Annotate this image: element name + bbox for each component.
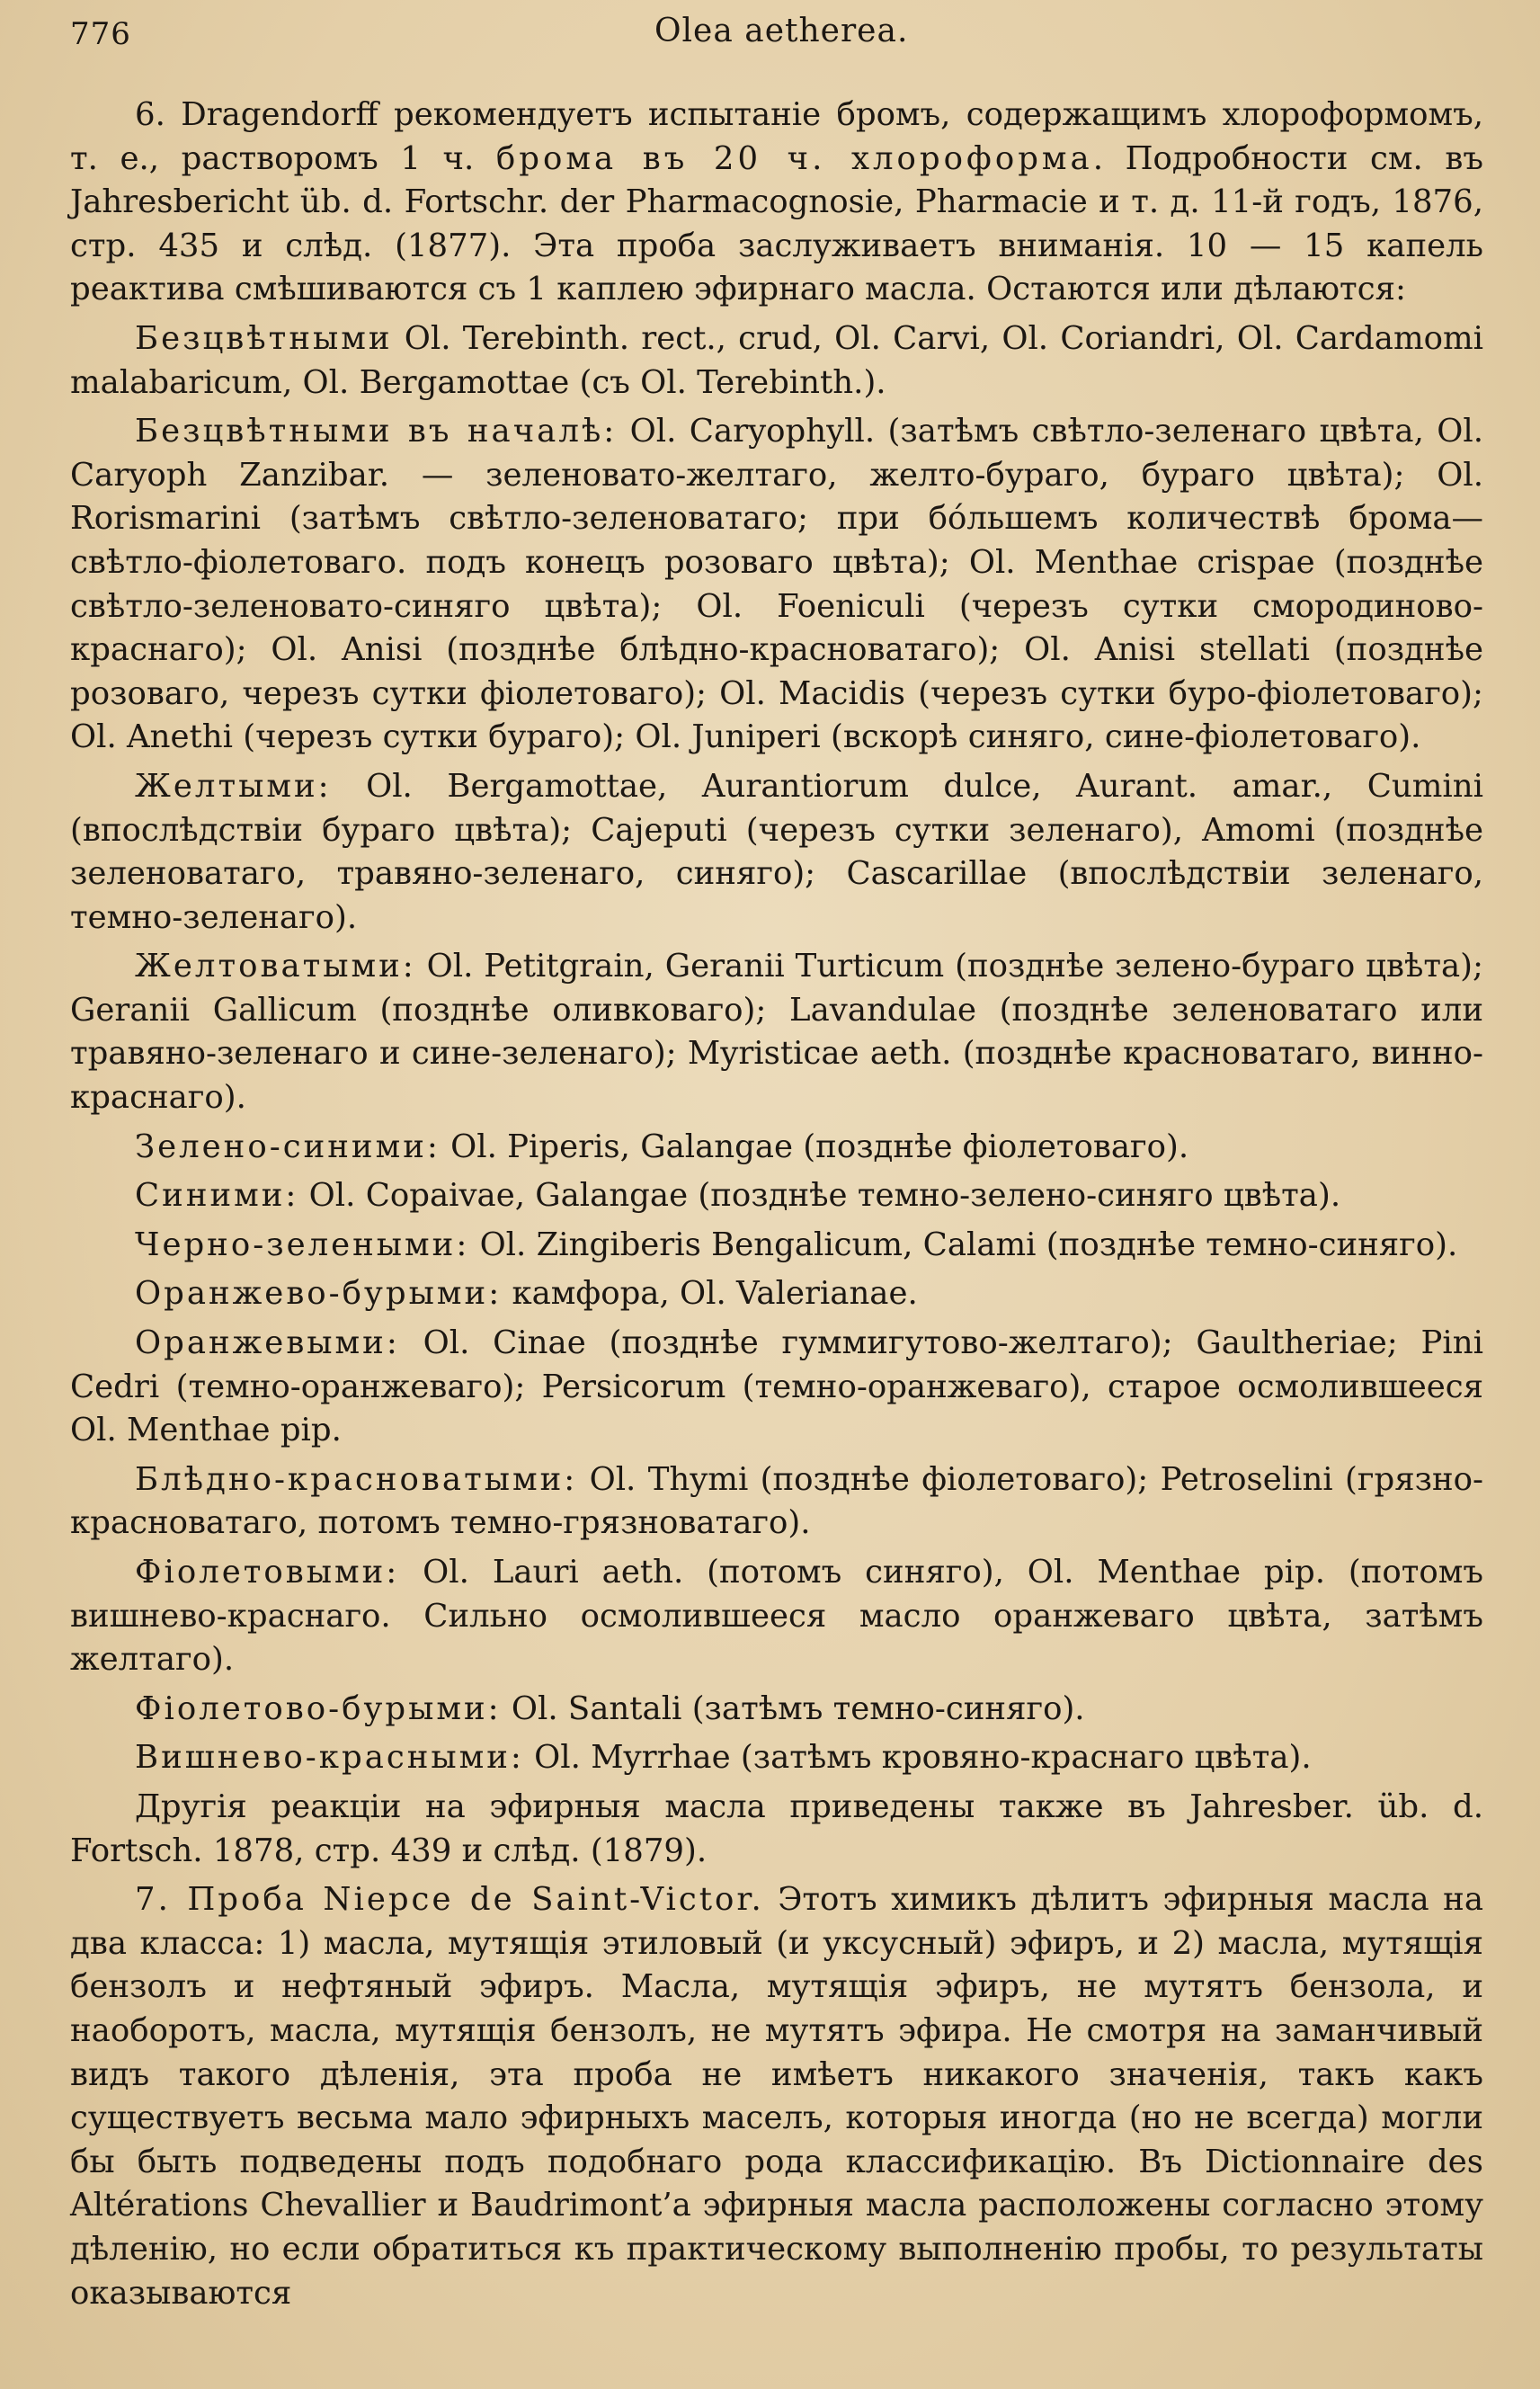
- paragraph-text: камфора, Ol. Valerianae.: [502, 1275, 918, 1313]
- paragraph-text: Ol. Piperis, Galangae (позднѣе фіолетоваго).: [440, 1128, 1189, 1165]
- paragraph-text: . Подробности см. въ Jahresbericht üb. d. Fortschr. der Pharmacognosie, Pharmacie и т. д. 11-й годъ, 1876, стр. 435 и слѣд. (1877). Эта проба заслуживаетъ вниманія. 10 — 15 капель реактива смѣшиваются съ 1 каплею эфирнаго масла. Остаются или дѣлаются:: [70, 139, 1483, 308]
- paragraph-pale-reddish: [70, 1458, 1483, 1546]
- paragraph-text: Другія реакціи на эфирныя масла приведены также въ Jahresber. üb. d. Fortsch. 1878, стр. 439 и слѣд. (1879).: [70, 1787, 1483, 1869]
- paragraph-orange-brown: [70, 1272, 1483, 1316]
- paragraph-colorless-at-start: [70, 410, 1483, 760]
- paragraph-orange: [70, 1322, 1483, 1453]
- paragraph-black-green: [70, 1224, 1483, 1268]
- paragraph-dragendorff: [70, 94, 1483, 312]
- body-text: [70, 94, 1483, 2321]
- paragraph-text: Ol. Terebinth. rect., crud, Ol. Carvi, Ol. Coriandri, Ol. Cardamomi malabaricum, Ol. Bergamottae (съ Ol. Terebinth.).: [70, 319, 1483, 401]
- section-label: 7. Проба Niepce de Saint-Victor.: [135, 1881, 764, 1919]
- category-label: Зелено-синими:: [135, 1128, 441, 1165]
- paragraph-text: 6. Dragendorff рекомендуетъ испытаніе бромъ, содержащимъ хлороформомъ, т. е., растворомъ 1 ч.: [70, 96, 1483, 177]
- paragraph-yellow: [70, 765, 1483, 940]
- paragraph-cherry-red: [70, 1736, 1483, 1780]
- category-label: Безцвѣтными въ началѣ:: [135, 413, 618, 450]
- category-label: Оранжевыми:: [135, 1324, 400, 1362]
- paragraph-yellowish: [70, 945, 1483, 1119]
- paragraph-text: Ol. Lauri aeth. (потомъ синяго), Ol. Menthae pip. (потомъ вишнево-краснаго. Сильно осмолившееся масло оранжеваго цвѣта, затѣмъ желтаго).: [70, 1554, 1483, 1679]
- paragraph-text: Ol. Petitgrain, Geranii Turticum (позднѣе зелено-бураго цвѣта); Geranii Gallicum (позднѣе оливковаго); Lavandulae (позднѣе зеленоватаго или травяно-зеленаго и сине-зеленаго); Myristicae aeth. (позднѣе красноватаго, винно-краснаго).: [70, 948, 1483, 1117]
- paragraph-text: Ol. Zingiberis Bengalicum, Calami (позднѣе темно-синяго).: [469, 1226, 1458, 1263]
- paragraph-text: Ol. Caryophyll. (затѣмъ свѣтло-зеленаго цвѣта, Ol. Caryoph Zanzibar. — зеленовато-желтаго, желто-бураго, бураго цвѣта); Ol. Rorismarini (затѣмъ свѣтло-зеленоватаго; при бо́льшемъ количествѣ брома—свѣтло-фіолетоваго. подъ конецъ розоваго цвѣта); Ol. Menthae crispae (позднѣе свѣтло-зеленовато-синяго цвѣта); Ol. Foeniculi (черезъ сутки смородиново-краснаго); Ol. Anisi (позднѣе блѣдно-красноватаго); Ol. Anisi stellati (позднѣе розоваго, черезъ сутки фіолетоваго); Ol. Macidis (черезъ сутки буро-фіолетоваго); Ol. Anethi (черезъ сутки бураго); Ol. Juniperi (вскорѣ синяго, сине-фіолетоваго).: [70, 413, 1483, 756]
- paragraph-colorless: [70, 317, 1483, 405]
- paragraph-blue: [70, 1174, 1483, 1218]
- paragraph-violet-brown: [70, 1688, 1483, 1732]
- page-header: [70, 9, 1483, 63]
- paragraph-text: Ol. Santali (затѣмъ темно-синяго).: [501, 1689, 1085, 1727]
- book-page: [70, 0, 1483, 2389]
- category-label: Вишнево-красными:: [135, 1739, 524, 1777]
- spaced-phrase: брома въ 20 ч. хлороформа: [495, 139, 1093, 177]
- paragraph-niepce-test: [70, 1878, 1483, 2315]
- paragraph-violet: [70, 1551, 1483, 1682]
- paragraph-green-blue: [70, 1126, 1483, 1170]
- paragraph-text: Ol. Bergamottae, Aurantiorum dulce, Aurant. amar., Cumini (впослѣдствіи бураго цвѣта); Cajeputi (черезъ сутки зеленаго), Amomi (позднѣе зеленоватаго, травяно-зеленаго, синяго); Cascarillae (впослѣдствіи зеленаго, темно-зеленаго).: [70, 767, 1483, 936]
- running-title: Olea aetherea.: [654, 13, 909, 49]
- category-label: Оранжево-бурыми:: [135, 1275, 503, 1313]
- category-label: Безцвѣтными: [135, 319, 393, 357]
- category-label: Желтыми:: [135, 767, 332, 805]
- paragraph-text: Ol. Copaivae, Galangae (позднѣе темно-зелено-синяго цвѣта).: [298, 1177, 1341, 1215]
- category-label: Черно-зелеными:: [135, 1226, 470, 1263]
- paragraph-text: Ol. Thymi (позднѣе фіолетоваго); Petroselini (грязно-красноватаго, потомъ темно-грязноватаго).: [70, 1460, 1483, 1542]
- paragraph-text: Ol. Cinae (позднѣе гуммигутово-желтаго); Gaultheriae; Pini Cedri (темно-оранжеваго); Persicorum (темно-оранжеваго), старое осмолившееся Ol. Menthae pip.: [70, 1324, 1483, 1449]
- category-label: Синими:: [135, 1177, 299, 1215]
- category-label: Блѣдно-красноватыми:: [135, 1460, 578, 1498]
- page-number: 776: [70, 16, 131, 52]
- paragraph-text: Ol. Myrrhae (затѣмъ кровяно-краснаго цвѣта).: [523, 1739, 1312, 1777]
- paragraph-other-reactions: [70, 1786, 1483, 1873]
- paragraph-text: Этотъ химикъ дѣлитъ эфирныя масла на два класса: 1) масла, мутящія этиловый (и уксусный) эфиръ, и 2) масла, мутящія бензолъ и нефтяный эфиръ. Масла, мутящія эфиръ, не мутятъ бензола, и наоборотъ, масла, мутящія бензолъ, не мутятъ эфира. Не смотря на заманчивый видъ такого дѣленія, эта проба не имѣетъ никакого значенія, такъ какъ существуетъ весьма мало эфирныхъ маселъ, которыя иногда (но не всегда) могли бы быть подведены подъ подобнаго рода классификацію. Въ Dictionnaire des Altérations Chevallier и Baudrimont’a эфирныя масла расположены согласно этому дѣленію, но если обратиться къ практическому выполненію пробы, то результаты оказываются: [70, 1881, 1484, 2312]
- category-label: Фіолетовыми:: [135, 1554, 400, 1591]
- category-label: Фіолетово-бурыми:: [135, 1689, 502, 1727]
- category-label: Желтоватыми:: [135, 948, 416, 985]
